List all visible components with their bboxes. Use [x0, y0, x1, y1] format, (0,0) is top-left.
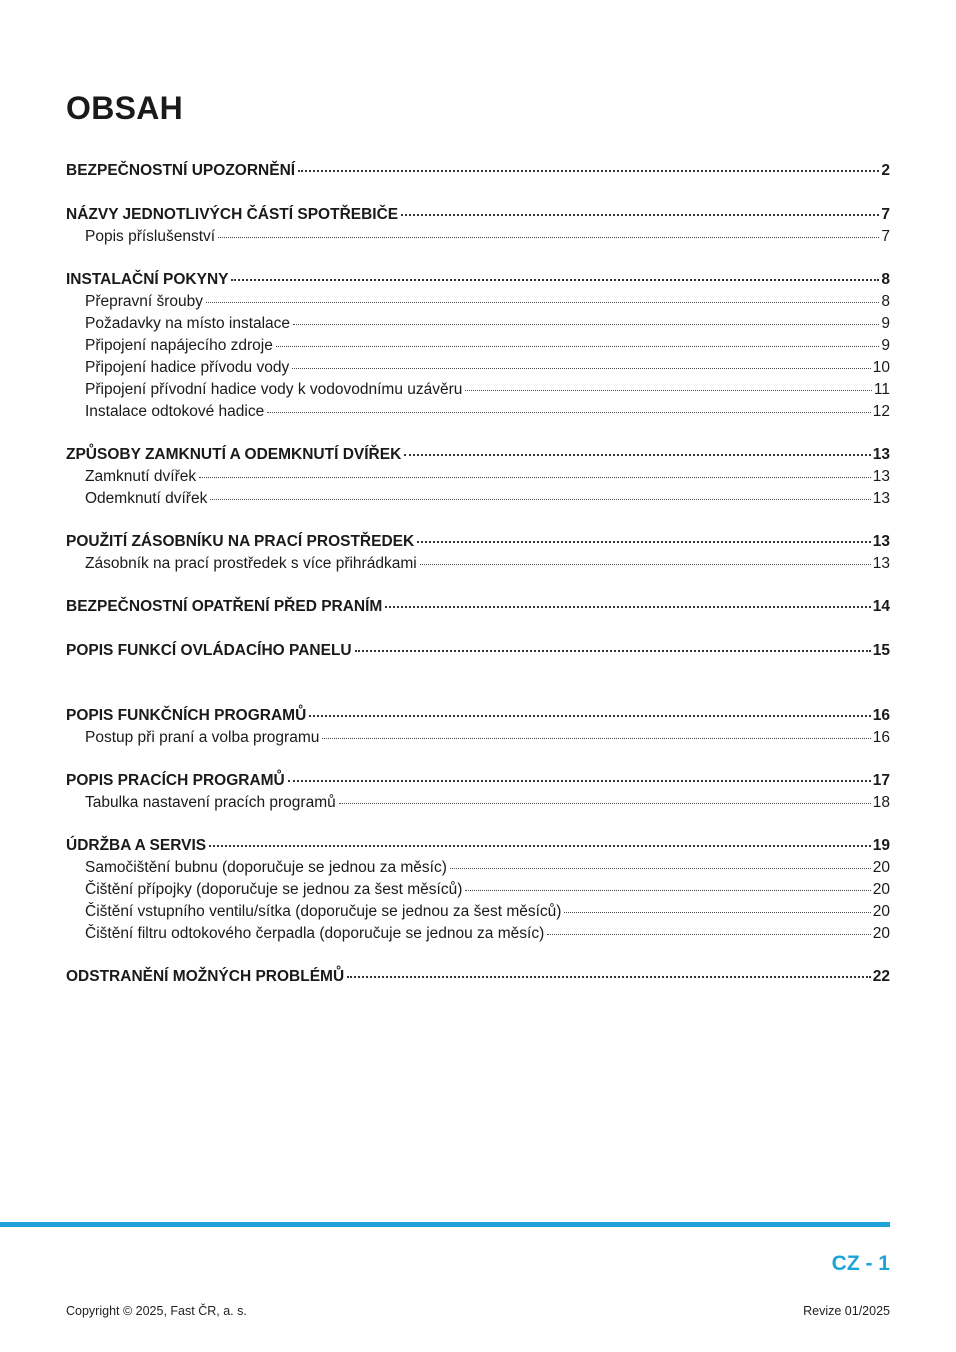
toc-subsection[interactable]: [66, 490, 890, 508]
dot-leader: [292, 368, 871, 369]
toc-page-number: 7: [881, 206, 890, 223]
toc-subsection[interactable]: [66, 337, 890, 355]
toc-subsection[interactable]: [66, 381, 890, 399]
dot-leader: [276, 346, 880, 347]
footer-divider: [0, 1222, 890, 1227]
dot-leader: [267, 412, 871, 413]
dot-leader: [231, 279, 879, 281]
dot-leader: [309, 715, 870, 717]
toc-subsection[interactable]: [66, 293, 890, 311]
toc-entry-label: Popis příslušenství: [85, 228, 216, 245]
dot-leader: [347, 976, 871, 978]
toc-page-number: 8: [881, 271, 890, 288]
toc-subsection[interactable]: [66, 881, 890, 899]
toc-entry-label: INSTALAČNÍ POKYNY: [66, 271, 229, 288]
page-number: CZ - 1: [831, 1252, 890, 1275]
toc-entry-label: NÁZVY JEDNOTLIVÝCH ČÁSTÍ SPOTŘEBIČE: [66, 206, 399, 223]
dot-leader: [417, 541, 871, 543]
toc-page-number: 2: [881, 162, 890, 179]
toc-page-number: 10: [872, 359, 890, 376]
toc-page-number: 22: [872, 968, 890, 985]
toc-page-number: 13: [872, 533, 890, 550]
toc-entry-label: BEZPEČNOSTNÍ OPATŘENÍ PŘED PRANÍM: [66, 598, 383, 615]
toc-chapter[interactable]: [66, 598, 890, 616]
dot-leader: [206, 302, 879, 303]
toc-entry-label: Požadavky na místo instalace: [85, 315, 291, 332]
toc-page-number: 13: [872, 446, 890, 463]
dot-leader: [199, 477, 871, 478]
toc-entry-label: Připojení napájecího zdroje: [85, 337, 273, 354]
toc-entry-label: Čištění filtru odtokového čerpadla (doporučuje se jednou za měsíc): [85, 925, 545, 942]
toc-page-number: 20: [872, 859, 890, 876]
toc-entry-label: Samočištění bubnu (doporučuje se jednou za měsíc): [85, 859, 447, 876]
toc-entry-label: POPIS FUNKČNÍCH PROGRAMŮ: [66, 707, 307, 724]
dot-leader: [298, 170, 879, 172]
dot-leader: [401, 214, 879, 216]
dot-leader: [385, 606, 870, 608]
toc-subsection[interactable]: [66, 403, 890, 421]
toc-page-number: 20: [872, 881, 890, 898]
toc-chapter[interactable]: [66, 162, 890, 180]
toc-subsection[interactable]: [66, 925, 890, 943]
toc-page-number: 20: [872, 925, 890, 942]
copyright-text: Copyright © 2025, Fast ČR, a. s.: [66, 1304, 247, 1318]
toc-entry-label: POUŽITÍ ZÁSOBNÍKU NA PRACÍ PROSTŘEDEK: [66, 533, 415, 550]
toc-entry-label: Zamknutí dvířek: [85, 468, 197, 485]
dot-leader: [465, 390, 872, 391]
toc-entry-label: POPIS FUNKCÍ OVLÁDACÍHO PANELU: [66, 642, 352, 659]
toc-chapter[interactable]: [66, 533, 890, 551]
toc-chapter[interactable]: [66, 772, 890, 790]
toc-entry-label: ZPŮSOBY ZAMKNUTÍ A ODEMKNUTÍ DVÍŘEK: [66, 446, 402, 463]
dot-leader: [355, 650, 871, 652]
toc-page-number: 18: [872, 794, 890, 811]
toc-entry-label: ODSTRANĚNÍ MOŽNÝCH PROBLÉMŮ: [66, 968, 345, 985]
dot-leader: [450, 868, 871, 869]
toc-page-number: 16: [872, 707, 890, 724]
toc-page-number: 8: [881, 293, 890, 310]
toc-subsection[interactable]: [66, 859, 890, 877]
toc-entry-label: Postup při praní a volba programu: [85, 729, 320, 746]
toc-page-number: 7: [881, 228, 890, 245]
toc-chapter[interactable]: [66, 446, 890, 464]
toc-entry-label: Připojení hadice přívodu vody: [85, 359, 290, 376]
toc-subsection[interactable]: [66, 359, 890, 377]
toc-subsection[interactable]: [66, 228, 890, 246]
dot-leader: [339, 803, 871, 804]
dot-leader: [404, 454, 870, 456]
toc-subsection[interactable]: [66, 315, 890, 333]
toc-subsection[interactable]: [66, 794, 890, 812]
toc-chapter[interactable]: [66, 642, 890, 660]
toc-page-number: 15: [872, 642, 890, 659]
toc-chapter[interactable]: [66, 968, 890, 986]
toc-page-number: 11: [873, 381, 890, 398]
toc-entry-label: Odemknutí dvířek: [85, 490, 208, 507]
toc-page-number: 20: [872, 903, 890, 920]
toc-page-number: 16: [872, 729, 890, 746]
toc-entry-label: Připojení přívodní hadice vody k vodovodnímu uzávěru: [85, 381, 463, 398]
toc-entry-label: ÚDRŽBA A SERVIS: [66, 837, 207, 854]
dot-leader: [209, 845, 871, 847]
toc-chapter[interactable]: [66, 707, 890, 725]
toc-entry-label: POPIS PRACÍCH PROGRAMŮ: [66, 772, 285, 789]
toc-entry-label: Přepravní šrouby: [85, 293, 204, 310]
toc-chapter[interactable]: [66, 271, 890, 289]
toc-entry-label: Zásobník na prací prostředek s více přihrádkami: [85, 555, 417, 572]
toc-subsection[interactable]: [66, 468, 890, 486]
dot-leader: [564, 912, 870, 913]
dot-leader: [322, 738, 870, 739]
toc-page-number: 17: [872, 772, 890, 789]
toc-page-number: 13: [872, 490, 890, 507]
dot-leader: [420, 564, 871, 565]
dot-leader: [465, 890, 870, 891]
toc-page-number: 14: [872, 598, 890, 615]
dot-leader: [210, 499, 870, 500]
dot-leader: [547, 934, 871, 935]
toc-page-number: 9: [881, 337, 890, 354]
toc-entry-label: Čištění přípojky (doporučuje se jednou za šest měsíců): [85, 881, 463, 898]
toc-entry-label: Čištění vstupního ventilu/sítka (doporučuje se jednou za šest měsíců): [85, 903, 562, 920]
toc-subsection[interactable]: [66, 555, 890, 573]
page-title: OBSAH: [66, 90, 184, 126]
toc-page-number: 13: [872, 468, 890, 485]
toc-entry-label: Instalace odtokové hadice: [85, 403, 265, 420]
revision-text: Revize 01/2025: [803, 1304, 890, 1318]
toc-chapter[interactable]: [66, 837, 890, 855]
dot-leader: [288, 780, 871, 782]
dot-leader: [218, 237, 879, 238]
toc-page-number: 9: [881, 315, 890, 332]
toc-chapter[interactable]: [66, 206, 890, 224]
toc-page-number: 13: [872, 555, 890, 572]
toc-entry-label: BEZPEČNOSTNÍ UPOZORNĚNÍ: [66, 162, 296, 179]
dot-leader: [293, 324, 879, 325]
toc-subsection[interactable]: [66, 903, 890, 921]
toc-entry-label: Tabulka nastavení pracích programů: [85, 794, 336, 811]
toc-page-number: 12: [872, 403, 890, 420]
toc-subsection[interactable]: [66, 729, 890, 747]
toc-page-number: 19: [872, 837, 890, 854]
